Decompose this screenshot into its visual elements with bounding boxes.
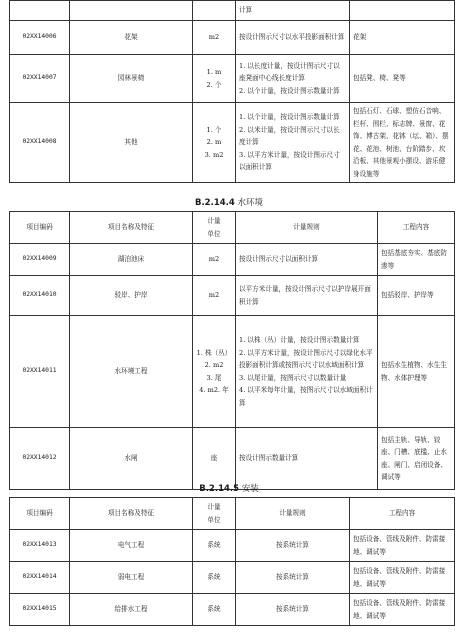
section-title: 水环境	[237, 198, 264, 208]
name-cell: 水闸	[70, 428, 193, 490]
header-content: 工程内容	[350, 498, 455, 530]
content-cell: 花架	[350, 21, 455, 55]
rule-cell: 按设计图示尺寸以水平投影面积计算	[236, 21, 350, 55]
content-cell: 包括主轨、导轨、铰座、门槽、底槛、止水座、闸门、启闭设备、调试等	[378, 428, 455, 490]
table-row	[10, 316, 455, 428]
unit-cell: 1. 个 2. m 3. m2	[193, 103, 236, 183]
unit-cell: 系统	[193, 530, 236, 562]
table-water	[9, 211, 455, 490]
name-cell: 弱电工程	[70, 562, 193, 594]
table-row	[10, 103, 455, 183]
section-heading	[0, 484, 458, 494]
unit-cell: 1. m 2. 个	[193, 55, 236, 103]
table-header-row	[10, 212, 455, 244]
rule-cell: 1. 以个计量，按设计图示数量计算 2. 以米计量，按设计图示尺寸以长度计算 3. 以平方米计量，按设计图示尺寸以面积计算	[236, 103, 350, 183]
name-cell: 园林景椅	[70, 55, 193, 103]
header-rule: 计量规则	[236, 498, 350, 530]
name-cell: 花架	[70, 21, 193, 55]
table-row	[10, 594, 455, 626]
content-cell: 包括水生植物、水生生物、水体护理等	[378, 316, 455, 428]
section-heading	[0, 198, 458, 208]
section-title: 安装	[241, 484, 259, 494]
content-cell: 包括设备、管线及附件、防雷接地、调试等	[350, 530, 455, 562]
name-cell: 水环境工程	[70, 316, 193, 428]
section-number: B.2.14.5	[199, 484, 240, 494]
table-row	[10, 562, 455, 594]
code-cell: 02XX14008	[10, 103, 70, 183]
header-unit: 计量 单位	[193, 498, 236, 530]
content-cell: 包括设备、管线及附件、防雷接地、调试等	[350, 594, 455, 626]
header-code: 项目编码	[10, 498, 70, 530]
header-content: 工程内容	[378, 212, 455, 244]
code-cell: 02XX14012	[10, 428, 70, 490]
table-header-row	[10, 498, 455, 530]
code-cell: 02XX14010	[10, 276, 70, 316]
table-row	[10, 55, 455, 103]
rule-cell: 按设计图示数量计算	[236, 428, 378, 490]
unit-cell: 系统	[193, 562, 236, 594]
table-row	[10, 244, 455, 276]
table-row	[10, 530, 455, 562]
rule-cell: 计算	[236, 1, 350, 21]
rule-cell: 按系统计算	[236, 594, 350, 626]
unit-cell: m2	[193, 276, 236, 316]
header-code: 项目编码	[10, 212, 70, 244]
code-cell: 02XX14015	[10, 594, 70, 626]
code-cell: 02XX14011	[10, 316, 70, 428]
rule-cell: 以平方米计量，按设计图示尺寸以护岸展开面积计算	[236, 276, 378, 316]
rule-cell: 按系统计算	[236, 562, 350, 594]
unit-cell: 系统	[193, 594, 236, 626]
name-cell: 给排水工程	[70, 594, 193, 626]
rule-cell: 按系统计算	[236, 530, 350, 562]
table-row	[10, 428, 455, 490]
table-row	[10, 1, 455, 21]
code-cell: 02XX14007	[10, 55, 70, 103]
table-row	[10, 276, 455, 316]
section-number: B.2.14.4	[194, 198, 235, 208]
code-cell: 02XX14014	[10, 562, 70, 594]
header-rule: 计量规则	[236, 212, 378, 244]
name-cell: 驳岸、护岸	[70, 276, 193, 316]
content-cell: 包括驳岸、护岸等	[378, 276, 455, 316]
table-continued	[9, 0, 455, 183]
rule-cell: 1. 以株（丛）计量，按设计图示数量计算 2. 以平方米计量，按设计图示尺寸以绿化水平投影面积计算或按图示尺寸以水域面积计算 3. 以尾计量，按图示尺寸以数量计量 4. 以平米每年计量，按图示尺寸以水域面积计算	[236, 316, 378, 428]
rule-cell: 1. 以长度计量，按设计图示尺寸以座凳面中心线长度计算 2. 以个计量，按设计图示数量计算	[236, 55, 350, 103]
rule-cell: 按设计图示尺寸以面积计算	[236, 244, 378, 276]
content-cell: 包括石灯、石球、塑仿石音响、栏杆、围栏、标志牌、景窗、花饰、博古架、花钵（坛、箱）、摆花、花池、树池、台阶踏步、坎沿板、其他景观小摆设、游乐健身设施等	[350, 103, 455, 183]
content-cell: 包括基底夯实、基底防渗等	[378, 244, 455, 276]
unit-cell: 1. 株（丛） 2. m2 3. 尾 4. m2. 年	[193, 316, 236, 428]
header-name: 项目名称及特征	[70, 212, 193, 244]
unit-cell: 座	[193, 428, 236, 490]
content-cell: 包括设备、管线及附件、防雷接地、调试等	[350, 562, 455, 594]
name-cell: 湖泊池床	[70, 244, 193, 276]
table-installation	[9, 497, 455, 626]
unit-cell: m2	[193, 21, 236, 55]
table-row	[10, 21, 455, 55]
code-cell: 02XX14006	[10, 21, 70, 55]
unit-cell: m2	[193, 244, 236, 276]
header-unit: 计量 单位	[193, 212, 236, 244]
name-cell: 其他	[70, 103, 193, 183]
code-cell: 02XX14013	[10, 530, 70, 562]
content-cell: 包括凳、椅、凳等	[350, 55, 455, 103]
code-cell: 02XX14009	[10, 244, 70, 276]
name-cell: 电气工程	[70, 530, 193, 562]
header-name: 项目名称及特征	[70, 498, 193, 530]
